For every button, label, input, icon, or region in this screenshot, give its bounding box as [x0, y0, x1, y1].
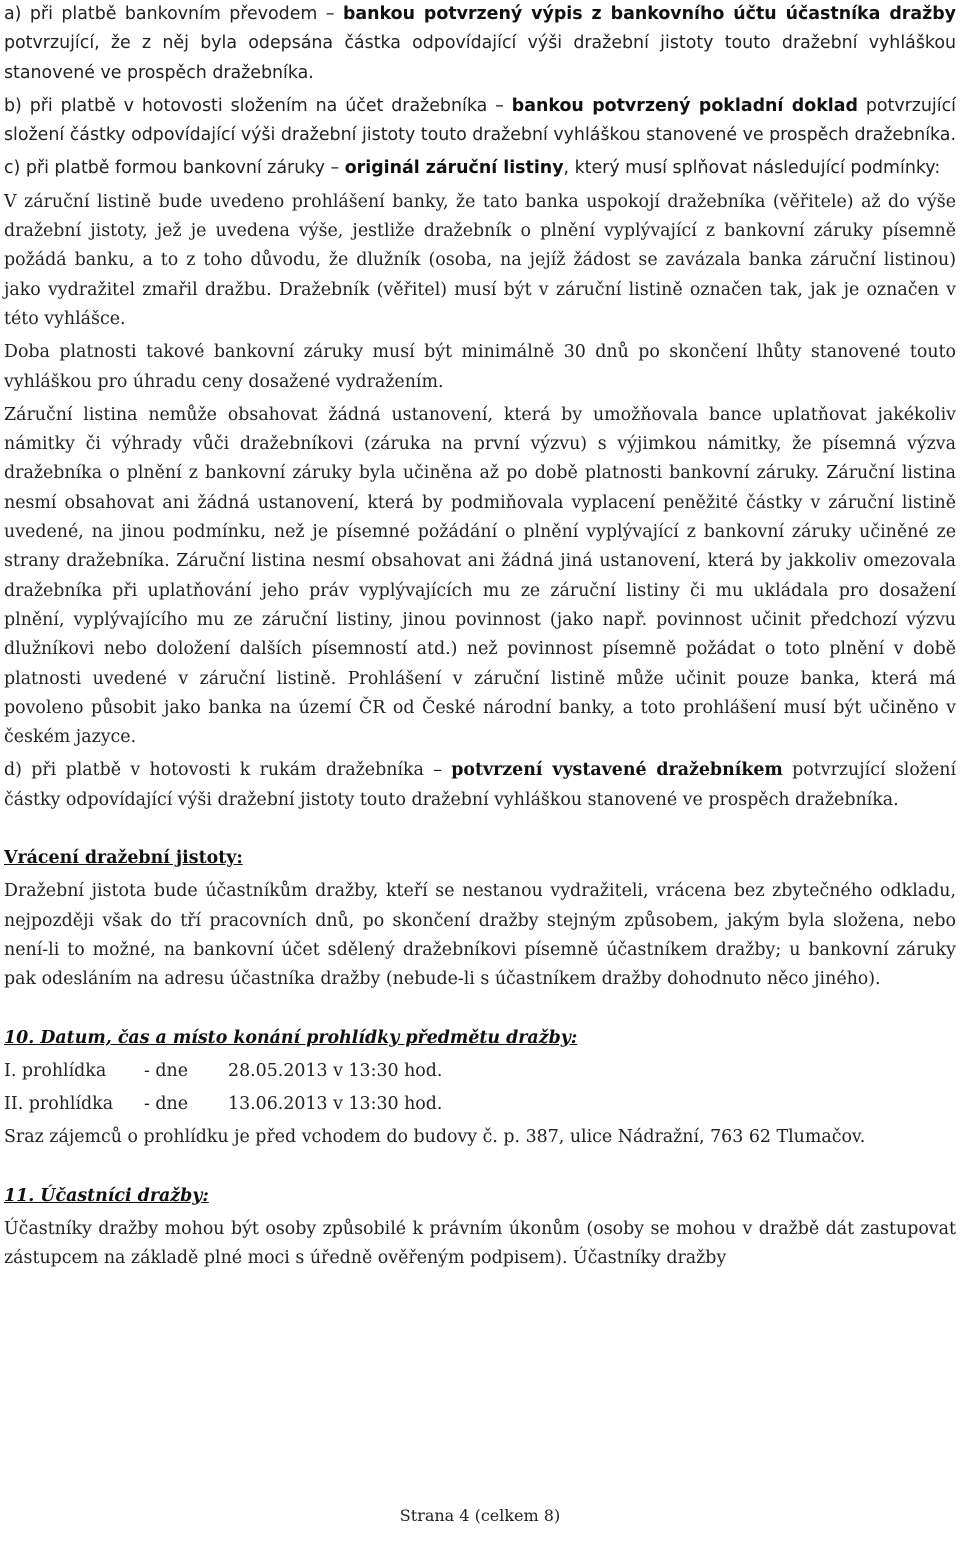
section-11-heading: 11. Účastníci dražby:: [4, 1185, 209, 1206]
payment-d-rest: potvrzující složení částky odpovídající výši dražební jistoty touto dražební vyhláškou stanovené ve prospěch dražebníka.: [4, 760, 957, 810]
payment-d-intro: d) při platbě v hotovosti k rukám dražebníka –: [4, 760, 452, 781]
meeting-point: Sraz zájemců o prohlídku je před vchodem do budovy č. p. 387, ulice Nádražní, 763 62 Tlumačov.: [4, 1127, 866, 1148]
refund-text: Dražební jistota bude účastníkům dražby, kteří se nestanou vydražiteli, vrácena bez zbytečného odkladu, nejpozději však do tří pracovních dnů, po skončení dražby stejným způsobem, jakým byla složena, nebo není-li to možné, na bankovní účet sdělený dražebníkovi písemně účastníkem dražby; u bankovní záruky pak odesláním na adresu účastníka dražby (nebude-li s účastníkem dražby dohodnuto něco jiného).: [4, 881, 956, 990]
payment-option-a: [4, 0, 956, 88]
refund-heading: Vrácení dražební jistoty:: [4, 848, 243, 869]
payment-c-document: originál záruční listiny: [344, 158, 564, 179]
payment-d-document: potvrzení vystavené dražebníkem: [451, 760, 783, 781]
inspection-2-datetime: 13.06.2013 v 13:30 hod.: [228, 1094, 443, 1115]
inspection-1-dash: - dne: [144, 1060, 189, 1081]
payment-option-c: [4, 154, 956, 183]
document-page: [4, 0, 956, 1274]
section-10-heading: 10. Datum, čas a místo konání prohlídky předmětu dražby:: [4, 1027, 578, 1048]
inspection-2-label: II. prohlídka: [4, 1094, 114, 1115]
payment-c-rest: , který musí splňovat následující podmínky:: [563, 158, 941, 179]
inspection-1-datetime: 28.05.2013 v 13:30 hod.: [228, 1060, 443, 1081]
payment-a-intro: a) při platbě bankovním převodem –: [4, 4, 343, 24]
guarantee-declaration: V záruční listině bude uvedeno prohlášení banky, že tato banka uspokojí dražebníka (věřitele) až do výše dražební jistoty, jež je uvedena výše, jestliže dražebník o plnění vyplývající z bankovní záruky písemně požádá banku, a to z toho důvodu, že dlužník (osoba, na jejíž žádost se zavázala banka záruční listinou) jako vydražitel zmařil dražbu. Dražebník (věřitel) musí být v záruční listině označen tak, jak je označen v této vyhlášce.: [4, 191, 956, 329]
inspection-2-dash: - dne: [144, 1094, 189, 1115]
participants-text: Účastníky dražby mohou být osoby způsobilé k právním úkonům (osoby se mohou v dražbě dát zastupovat zástupcem na základě plné moci s úředně ověřeným podpisem). Účastníky dražby: [4, 1218, 956, 1269]
page-number-footer: Strana 4 (celkem 8): [399, 1506, 561, 1525]
payment-b-rest: potvrzující složení částky odpovídající výši dražební jistoty touto dražební vyhláškou stanovené ve prospěch dražebníka.: [4, 95, 956, 146]
payment-option-d: [4, 756, 956, 815]
guarantee-conditions: Záruční listina nemůže obsahovat žádná ustanovení, která by umožňovala bance uplatňovat jakékoliv námitky či výhrady vůči dražebníkovi (záruka na první výzvu) s výjimkou námitky, že písemná výzva dražebníka o plnění z bankovní záruky byla učiněna až po době platnosti bankovní záruky. Záruční listina nesmí obsahovat ani žádná ustanovení, která by podmiňovala vyplacení peněžité částky v záruční listině uvedené, na jinou podmínku, než je písemné požádání o plnění vyplývající z bankovní záruky učiněné ze strany dražebníka. Záruční listina nesmí obsahovat ani žádná jiná ustanovení, která by jakkoliv omezovala dražebníka při uplatňování jeho práv vyplývajících mu ze záruční listiny či mu ukládala pro dosažení plnění, vyplývajícího mu ze záruční listiny, jinou povinnost (jako např. povinnost učinit předchozí výzvu dlužníkovi nebo doložení dalších písemností atd.) než povinnost písemně požádat o toto plnění v době platnosti uvedené v záruční listině. Prohlášení v záruční listině může učinit pouze banka, která má povoleno působit jako banka na území ČR od České národní banky, a toto prohlášení musí být učiněno v českém jazyce.: [4, 404, 956, 748]
payment-a-document: bankou potvrzený výpis z bankovního účtu účastníka dražby: [342, 4, 956, 24]
payment-c-intro: c) při platbě formou bankovní záruky –: [4, 158, 345, 179]
payment-option-b: [4, 92, 956, 151]
payment-a-rest: potvrzující, že z něj byla odepsána částka odpovídající výši dražební jistoty touto dražební vyhláškou stanovené ve prospěch dražebníka.: [4, 33, 956, 83]
payment-b-document: bankou potvrzený pokladní doklad: [511, 95, 858, 116]
inspection-2: [4, 1090, 956, 1119]
inspection-1: [4, 1057, 956, 1086]
guarantee-validity: Doba platnosti takové bankovní záruky musí být minimálně 30 dnů po skončení lhůty stanovené touto vyhláškou pro úhradu ceny dosažené vydražením.: [4, 342, 956, 392]
payment-b-intro: b) při platbě v hotovosti složením na účet dražebníka –: [4, 95, 512, 116]
inspection-1-label: I. prohlídka: [4, 1060, 107, 1081]
